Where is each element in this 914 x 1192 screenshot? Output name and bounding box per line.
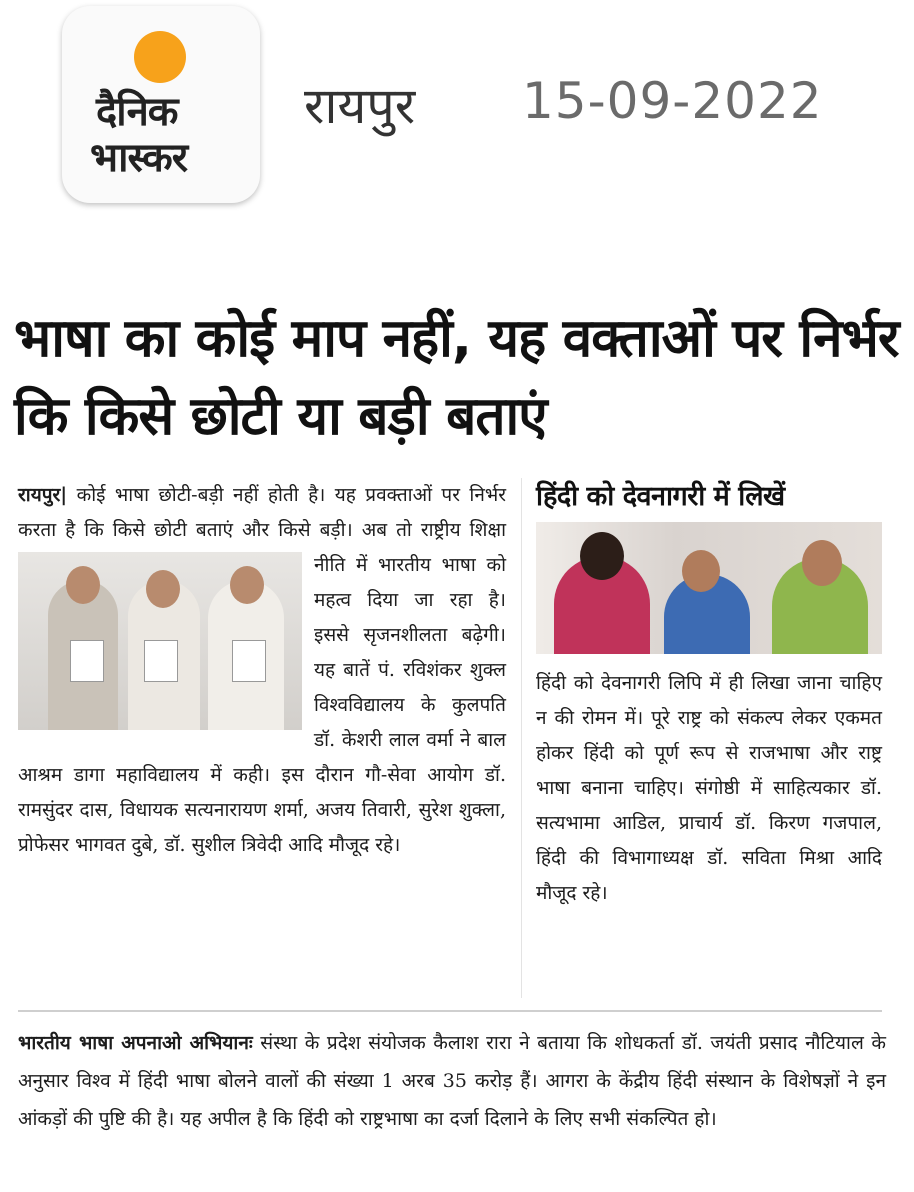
logo-text-dainik: दैनिक [96,88,178,135]
edition-date: 15-09-2022 [522,72,823,130]
campaign-paragraph [18,1024,886,1138]
logo-text-bhaskar: भास्कर [90,134,188,181]
sun-icon [134,31,186,83]
edition-city: रायपुर [304,77,416,135]
page-headline: भाषा का कोई माप नहीं, यह वक्ताओं पर निर्भर कि किसे छोटी या बड़ी बताएं [14,308,899,447]
right-article [536,478,882,911]
column-divider [521,478,522,998]
section-divider [18,1010,882,1012]
dateline: रायपुर| [18,484,68,506]
seminar-photo [536,522,882,654]
campaign-text: संस्था के प्रदेश संयोजक कैलाश रारा ने बताया कि शोधकर्ता डॉ. जयंती प्रसाद नौटियाल के अनुसार विश्व में हिंदी भाषा बोलने वालों की संख्या 1 अरब 35 करोड़ हैं। आगरा के केंद्रीय हिंदी संस्थान के विशेषज्ञों ने इन आंकड़ों की पुष्टि की है। यह अपील है कि हिंदी को राष्ट्रभाषा का दर्जा दिलाने के लिए सभी संकल्पित हो। [18,1032,886,1130]
left-article [18,478,506,863]
right-article-body: हिंदी को देवनागरी लिपि में ही लिखा जाना चाहिए न की रोमन में। पूरे राष्ट्र को संकल्प लेकर एकमत होकर हिंदी को पूर्ण रूप से राजभाषा और राष्ट्र भाषा बनाना चाहिए। संगोष्ठी में साहित्यकार डॉ. सत्यभामा आडिल, प्राचार्य डॉ. किरण गजपाल, हिंदी की विभागाध्यक्ष डॉ. सविता मिश्रा आदि मौजूद रहे। [536,672,882,904]
event-photo-book-release [18,552,302,730]
left-article-intro: कोई भाषा छोटी-बड़ी नहीं होती है। यह प्रवक्ताओं पर निर्भर करता है कि किसे छोटी बताएं और किसे बड़ी। अब तो राष्ट्रीय शिक्षा नीति में [18,484,507,576]
right-article-subhead: हिंदी को देवनागरी में लिखें [536,481,785,512]
campaign-lead: भारतीय भाषा अपनाओ अभियानः [18,1032,253,1054]
left-article-wrap-text: भारतीय भाषा को महत्व दिया जा रहा है। इससे सृजनशीलता बढ़ेगी। यह बातें पं. [314,554,507,681]
left-article-body: रविशंकर शुक्ल विश्वविद्यालय के कुलपति डॉ. केशरी लाल वर्मा ने बाल आश्रम डागा महाविद्यालय में कही। इस दौरान गौ-सेवा आयोग डॉ. रामसुंदर दास, विधायक सत्यनारायण शर्मा, अजय तिवारी, सुरेश शुक्ला, प्रोफेसर भागवत दुबे, डॉ. सुशील त्रिवेदी आदि मौजूद रहे। [18,659,506,856]
